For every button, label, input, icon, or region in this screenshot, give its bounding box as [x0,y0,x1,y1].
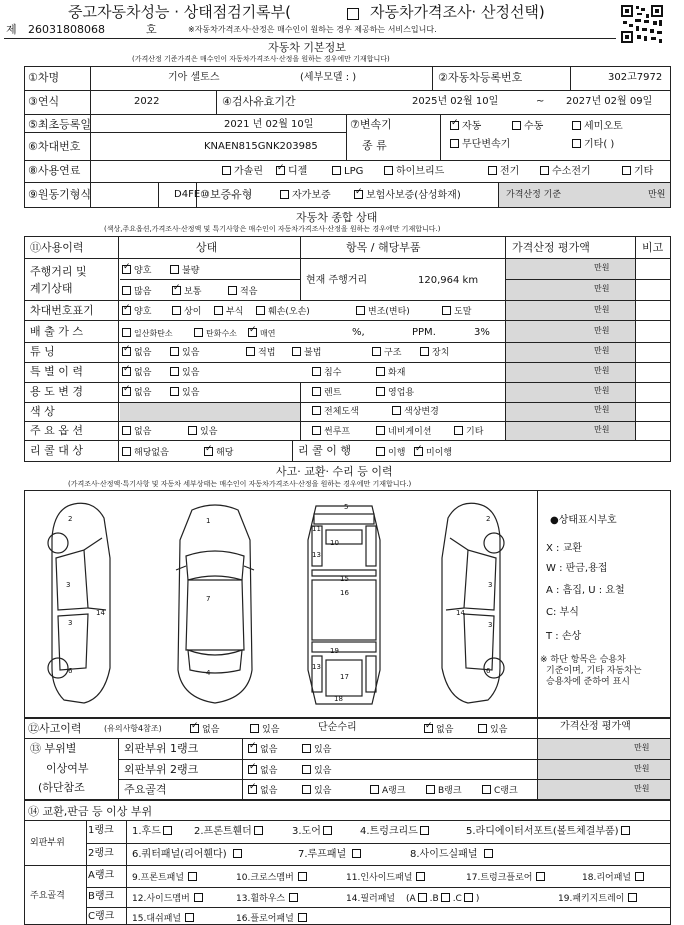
legend-note-2: 기준이며, 기타 자동차는 [546,666,642,676]
part-num-6-left: 6 [68,667,73,675]
frame-exists[interactable]: 있음 [302,785,331,796]
part-door[interactable]: 3.도어 [292,826,335,837]
emission-smoke-value: 3% [474,327,490,338]
overall-note: (색상,주요옵션,가격조사·산정액 및 특기사항은 매수인이 자동차가격조사·산정을 원하는 경우에만 기재합니다.) [104,225,441,233]
header-note: ※자동차가격조사·산정은 매수인이 원하는 경우 제공하는 서비스입니다. [188,25,437,34]
price-unit-4: 만원 [594,326,610,335]
history-flood[interactable]: 침수 [312,367,341,378]
car-top-view [172,500,258,706]
mileage-text: 현재 주행거리 [306,275,368,286]
part-num-19-frame: 19 [330,647,339,655]
doc-number: 26031808068 [28,23,105,36]
recall-not-done[interactable]: ✓ 미이행 [414,447,452,458]
fuel-label: ⑧사용연료 [28,164,81,177]
legend-note-3: 승용차에 준하여 표시 [546,677,630,687]
history-exists[interactable]: 있음 [170,367,199,378]
engine-label: ⑨원동기형식 [28,188,91,201]
trans-cvt[interactable]: 무단변속기 [450,139,510,150]
qr-code [620,4,664,44]
car-right-side-view [436,498,508,708]
rank2-exists[interactable]: 있음 [302,765,331,776]
price-unit-1: 만원 [594,263,610,272]
part-trunk-floor[interactable]: 17.트렁크플로어 [466,872,548,883]
part-front-fender[interactable]: 2.프론트휀더 [194,826,266,837]
accident-history-note: (유의사항4참조) [104,724,162,733]
part-inside-panel[interactable]: 11.인사이드패널 [346,872,428,883]
part-num-15-frame: 15 [340,575,349,583]
part-num-13b-frame: 13 [312,663,321,671]
outer-rank1-label: 외판부위 1랭크 [124,742,199,755]
gauge-bad[interactable]: 불량 [170,265,199,276]
recall-yes[interactable]: ✓ 해당 [204,447,233,458]
vin-mark-modify[interactable]: 변조(변타) [356,306,410,317]
part-rear-panel[interactable]: 18.리어패널 [582,872,647,883]
parts-title: ⑭ 교환,판금 등 이상 부위 [28,805,153,818]
accident-note: (가격조사·산정액·특기사항 및 자동차 세부상태는 매수인이 자동차가격조사·산정을 원하는 경우에만 기재합니다.) [68,480,412,488]
tuning-exists[interactable]: 있음 [170,347,199,358]
simple-repair-label: 단순수리 [318,722,357,733]
fuel-gasoline[interactable]: 가솔린 [222,166,263,177]
tuning-label: 튜 닝 [30,345,55,358]
price-unit-7: 만원 [594,386,610,395]
trans-auto[interactable]: ✓ 자동 [450,121,481,132]
options-none[interactable]: 없음 [122,426,151,437]
fuel-hybrid[interactable]: 하이브리드 [384,166,444,177]
part-num-4-top: 4 [206,669,211,677]
mileage-normal[interactable]: ✓ 보통 [172,286,201,297]
price-unit-9: 만원 [594,425,610,434]
history-price-col: 가격산정 평가액 [560,721,631,732]
legend-note-1: ※ 하단 항목은 승용차 [540,655,626,665]
price-survey-checkbox[interactable] [347,8,359,20]
part-num-14-right: 14 [456,609,465,617]
trans-other[interactable]: 기타( ) [572,139,614,150]
emission-hc[interactable]: 탄화수소 [194,328,237,338]
doc-no-suffix: 호 [146,23,157,36]
inspect-tilde: ~ [536,96,545,107]
outer-part-label: 외판부위 [30,838,65,848]
price-unit-8: 만원 [594,405,610,414]
part-num-10-frame: 10 [330,539,339,547]
color-label: 색 상 [30,405,55,418]
part-label-2: 이상여부 [46,762,89,775]
basic-info-title: 자동차 기본정보 [268,41,346,54]
emission-pct: %, [352,327,365,338]
part-num-14-left: 14 [96,609,105,617]
rank1-exists[interactable]: 있음 [302,744,331,755]
year: 2022 [134,96,160,107]
fuel-diesel[interactable]: ✓ 디젤 [276,166,307,177]
car-name-label: ①차명 [28,71,60,84]
simple-repair-none[interactable]: ✓ 없음 [424,724,453,735]
legend-damage: T : 손상 [546,631,582,642]
simple-repair-exists[interactable]: 있음 [478,724,507,735]
part-num-3b-right: 3 [488,621,493,629]
option-navigation[interactable]: 네비게이션 [376,426,431,437]
part-radiator-support[interactable]: 5.라디에이터서포트(볼트체결부품) [466,826,633,837]
frame-c-rank[interactable]: C랭크 [482,785,518,796]
col-price: 가격산정 평가액 [512,241,590,254]
rank2-none[interactable]: ✓ 없음 [248,765,277,776]
history-fire[interactable]: 화재 [376,367,405,378]
reg-no-label: ②자동차등록번호 [438,71,523,84]
part-num-6-right: 6 [486,667,491,675]
part-num-16-frame: 16 [340,589,349,597]
use-change-none[interactable]: ✓ 없음 [122,387,151,398]
part-num-3-left: 3 [66,581,71,589]
mileage-label-1: 주행거리 및 [30,265,87,278]
vin-mark-rust[interactable]: 부식 [214,306,243,317]
part-front-panel[interactable]: 9.프론트패널 [132,872,200,883]
recall-done[interactable]: 이행 [376,447,405,458]
part-quarter-panel[interactable]: 6.쿼터패널(리어휀다) [132,849,245,860]
part-num-18-frame: 18 [334,695,343,703]
frame-none[interactable]: ✓ 없음 [248,785,277,796]
tuning-none[interactable]: ✓ 없음 [122,347,151,358]
fuel-lpg[interactable]: LPG [332,166,363,177]
overall-title: 자동차 종합 상태 [296,211,378,224]
mileage-few[interactable]: 적음 [228,286,257,297]
warranty-label: ⑩보증유형 [200,188,253,201]
form-title: 중고자동차성능 · 상태점검기록부( [68,3,292,21]
mileage-value: 120,964 km [418,275,479,286]
price-basis-unit: 만원 [648,190,666,200]
vin-mark-erase[interactable]: 도말 [442,306,471,317]
vin-mark-damage[interactable]: 훼손(오손) [256,306,310,317]
tuning-device[interactable]: 장치 [420,347,449,358]
use-change-label: 용 도 변 경 [30,385,83,398]
history-none[interactable]: ✓ 없음 [122,367,151,378]
accident-none[interactable]: ✓ 없음 [190,724,219,735]
car-left-side-view [44,498,116,708]
vin-mark-good[interactable]: ✓ 양호 [122,306,151,317]
part-num-11-frame: 11 [312,525,321,533]
mileage-many[interactable]: 많음 [122,286,151,297]
options-exists[interactable]: 있음 [188,426,217,437]
col-item: 항목 / 해당부품 [346,241,421,254]
frame-price-unit: 만원 [634,784,650,793]
fuel-hydrogen[interactable]: 수소전기 [540,166,591,177]
part-num-2-right: 2 [486,515,491,523]
col-state: 상태 [196,241,218,254]
inspect-label: ④검사유효기간 [222,95,296,108]
frame-label: 주요골격 [124,783,167,796]
part-num-7-top: 7 [206,595,211,603]
basic-info-note: (가격산정 기준가격은 매수인이 자동차가격조사·산정을 원하는 경우에만 기재합니다) [132,55,390,63]
detail-model: (세부모델 : ) [300,72,357,83]
fuel-ev[interactable]: 전기 [488,166,519,177]
recall-perf-label: 리 콜 이 행 [298,444,351,457]
fuel-other[interactable]: 기타 [622,166,653,177]
part-hood[interactable]: 1.후드 [132,826,175,837]
inspect-to: 2027년 02월 09일 [566,96,653,107]
outer-rank2-label: 외판부위 2랭크 [124,763,199,776]
parts-b-rank-label: B랭크 [88,891,115,902]
part-num-17-frame: 17 [340,673,349,681]
kind-label: 종 류 [362,139,387,152]
tuning-structure[interactable]: 구조 [372,347,401,358]
recall-na[interactable]: 해당없음 [122,447,169,458]
tuning-illegal[interactable]: 불법 [292,347,321,358]
col-note: 비고 [642,241,664,254]
car-name: 기아 셀토스 [168,72,220,83]
price-unit-2: 만원 [594,284,610,293]
option-other[interactable]: 기타 [454,426,483,437]
part-roof-panel[interactable]: 7.루프패널 [298,849,364,860]
part-dash-panel[interactable]: 15.대쉬패널 [132,913,197,924]
price-basis-label: 가격산정 기준 [506,190,562,200]
doc-no-prefix: 제 [6,23,17,36]
gauge-good[interactable]: ✓양호 [122,265,151,276]
options-label: 주 요 옵 션 [30,424,83,437]
accident-exists[interactable]: 있음 [250,724,279,735]
vin-mark-differ[interactable]: 상이 [172,306,201,317]
vin-label: ⑥차대번호 [28,140,81,153]
use-change-business[interactable]: 영업용 [376,387,414,398]
parts-rank1-label: 1랭크 [88,825,114,836]
frame-b-rank[interactable]: B랭크 [426,785,462,796]
legend-scratch: A : 흠집, U : 요철 [546,585,625,596]
color-full-paint[interactable]: 전체도색 [312,406,359,417]
use-change-exists[interactable]: 있음 [170,387,199,398]
frame-part-label: 주요골격 [30,891,65,901]
accident-title: 사고· 교환· 수리 등 이력 [276,465,393,478]
part-num-2-left: 2 [68,515,73,523]
col-usage: ⑪사용이력 [30,241,84,254]
legend-exchange: X : 교환 [546,543,582,554]
warranty-self[interactable]: 자가보증 [280,190,331,201]
option-sunroof[interactable]: 썬루프 [312,426,350,437]
color-change[interactable]: 색상변경 [392,406,439,417]
price-unit-5: 만원 [594,346,610,355]
trans-manual[interactable]: 수동 [512,121,543,132]
part-wheel-house[interactable]: 13.휠하우스 [236,893,301,904]
price-unit-6: 만원 [594,366,610,375]
parts-rank2-label: 2랭크 [88,848,114,859]
part-num-1-top: 1 [206,517,211,525]
vin: KNAEN815GNK203985 [204,141,318,152]
vin-mark-label: 차대번호표기 [30,304,94,317]
emission-ppm: PPM. [412,327,436,338]
rank2-price-unit: 만원 [634,764,650,773]
warranty-insurance[interactable]: ✓ 보험사보증(삼성화재) [354,190,461,201]
year-label: ③연식 [28,95,60,108]
part-num-13-frame: 13 [312,551,321,559]
emission-co[interactable]: 일산화탄소 [122,328,173,338]
engine-type: D4FE [174,189,201,200]
legend-weld: W : 판금,용접 [546,563,608,574]
price-unit-3: 만원 [594,305,610,314]
part-num-3b-left: 3 [68,619,73,627]
emission-label: 배 출 가 스 [30,325,83,338]
part-floor-panel[interactable]: 16.플로어패널 [236,913,310,924]
parts-a-rank-label: A랭크 [88,870,115,881]
emission-smoke[interactable]: ✓ 매연 [248,328,275,338]
first-reg-label: ⑤최초등록일 [28,118,91,131]
form-title-2: 자동차가격조사· 산정선택) [370,3,545,21]
inspect-from: 2025년 02월 10일 [412,96,499,107]
mileage-label-2: 계기상태 [30,282,73,295]
parts-c-rank-label: C랭크 [88,911,115,922]
accident-history-label: ⑫사고이력 [28,722,82,735]
part-num-3-right: 3 [488,581,493,589]
part-label-3: (하단참조 [38,781,85,794]
recall-label: 리 콜 대 상 [30,444,83,457]
trans-semi[interactable]: 세미오토 [572,121,623,132]
rank1-none[interactable]: ✓ 없음 [248,744,277,755]
use-change-rent[interactable]: 렌트 [312,387,341,398]
part-side-sill-panel[interactable]: 8.사이드실패널 [410,849,496,860]
tuning-legal[interactable]: 적법 [246,347,275,358]
trans-label: ⑦변속기 [350,118,392,131]
first-reg: 2021 년 02월 10일 [224,119,314,130]
rank1-price-unit: 만원 [634,743,650,752]
reg-no: 302고7972 [608,72,663,83]
frame-a-rank[interactable]: A랭크 [370,785,406,796]
part-package-tray[interactable]: 19.패키지트레이 [558,893,640,904]
part-label-1: ⑬ 부위별 [30,742,77,755]
part-num-5-frame: 5 [344,503,349,511]
legend-corrosion: C: 부식 [546,607,579,618]
part-side-member[interactable]: 12.사이드멤버 [132,893,206,904]
part-cross-member[interactable]: 10.크로스멤버 [236,872,310,883]
legend-title: ●상태표시부호 [550,515,617,526]
special-history-label: 특 별 이 력 [30,365,83,378]
part-pillar-panel[interactable]: 14.필러패널 (A .B .C ) [346,894,480,904]
part-trunk-lid[interactable]: 4.트렁크리드 [360,826,432,837]
